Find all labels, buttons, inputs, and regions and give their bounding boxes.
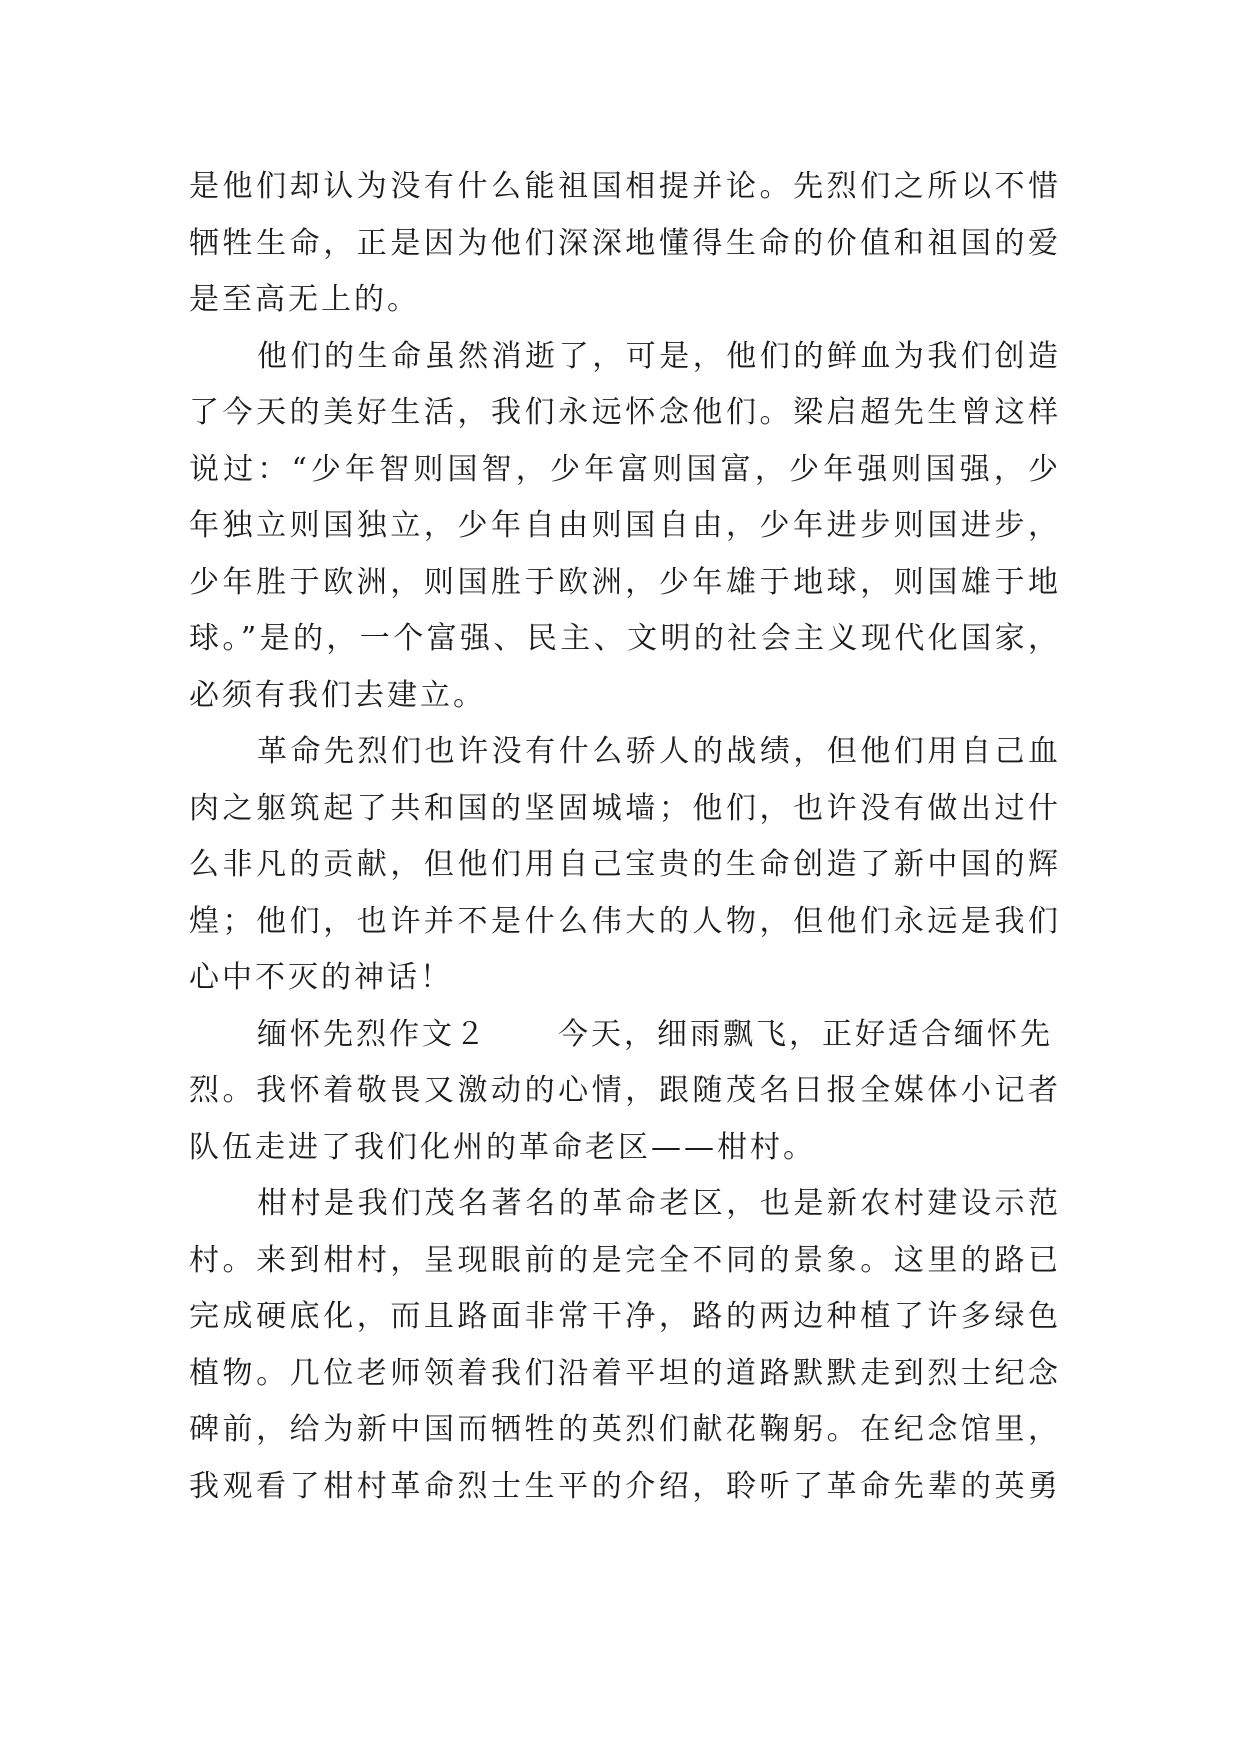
- text-line: 村。来到柑村，呈现眼前的是完全不同的景象。这里的路已: [189, 1242, 1061, 1278]
- text-line: 他们的生命虽然消逝了，可是，他们的鲜血为我们创造: [257, 338, 1061, 374]
- text-line: 年独立则国独立，少年自由则国自由，少年进步则国进步，: [189, 508, 1061, 543]
- text-line-with-heading: [189, 1007, 1061, 1064]
- text-line: 烈。我怀着敬畏又激动的心情，跟随茂名日报全媒体小记者: [189, 1073, 1061, 1108]
- text-line: 牺牲生命，正是因为他们深深地懂得生命的价值和祖国的爱: [189, 225, 1061, 261]
- text-line: 了今天的美好生活，我们永远怀念他们。梁启超先生曾这样: [189, 395, 1061, 430]
- text-line: 心中不灭的神话！: [189, 960, 453, 995]
- text-line: 肉之躯筑起了共和国的坚固城墙；他们，也许没有做出过什: [189, 790, 1061, 826]
- text-line: 柑村是我们茂名著名的革命老区，也是新农村建设示范: [257, 1186, 1061, 1221]
- text-line: 我观看了柑村革命烈士生平的介绍，聆听了革命先辈的英勇: [189, 1468, 1061, 1504]
- text-line: 是他们却认为没有什么能祖国相提并论。先烈们之所以不惜: [189, 169, 1061, 204]
- text-line: 球。”是的，一个富强、民主、文明的社会主义现代化国家，: [189, 621, 1061, 656]
- text-line: 少年胜于欧洲，则国胜于欧洲，少年雄于地球，则国雄于地: [189, 564, 1061, 600]
- text-line: 说过：“少年智则国智，少年富则国富，少年强则国强，少: [189, 451, 1061, 487]
- text-line: 么非凡的贡献，但他们用自己宝贵的生命创造了新中国的辉: [189, 847, 1061, 882]
- text-line: 完成硬底化，而且路面非常干净，路的两边种植了许多绿色: [189, 1299, 1061, 1334]
- document-body: [189, 159, 1061, 1515]
- essay-heading: 缅怀先烈作文２: [257, 1016, 488, 1052]
- text-line: 是至高无上的。: [189, 282, 420, 317]
- text-line: 革命先烈们也许没有什么骄人的战绩，但他们用自己血: [257, 734, 1061, 769]
- text-line: 队伍走进了我们化州的革命老区——柑村。: [189, 1129, 816, 1165]
- text-line: 今天，细雨飘飞，正好适合缅怀先: [558, 1016, 1053, 1052]
- text-line: 植物。几位老师领着我们沿着平坦的道路默默走到烈士纪念: [189, 1355, 1061, 1391]
- text-line: 碑前，给为新中国而牺牲的英烈们献花鞠躬。在纪念馆里，: [189, 1412, 1061, 1447]
- text-line: 必须有我们去建立。: [189, 677, 486, 713]
- text-line: 煌；他们，也许并不是什么伟大的人物，但他们永远是我们: [189, 903, 1061, 939]
